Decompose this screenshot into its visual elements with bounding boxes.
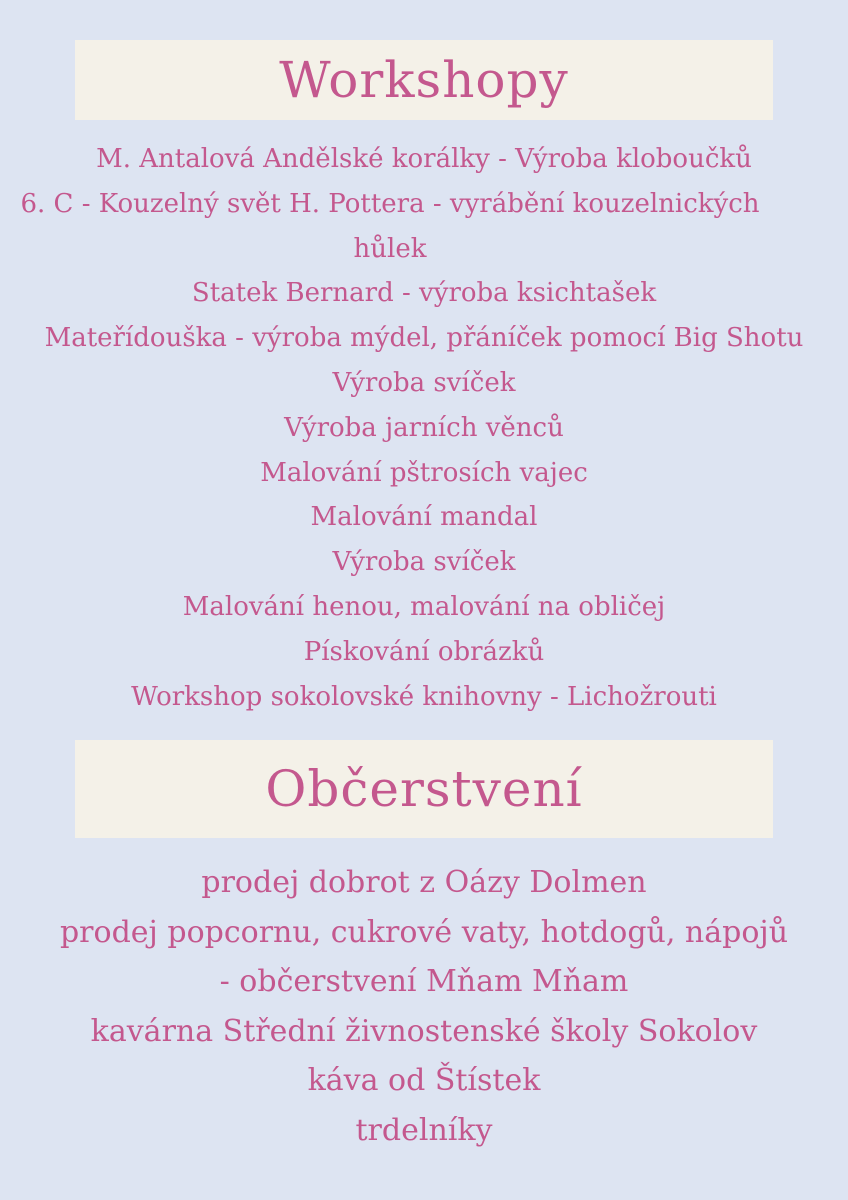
list-item: prodej popcornu, cukrové vaty, hotdogů, nápojů [59, 914, 789, 950]
workshop-list [0, 137, 848, 719]
list-item: - občerstvení Mňam Mňam [219, 964, 629, 999]
list-item: trdelníky [355, 1112, 493, 1148]
list-item: Výroba svíček [332, 547, 516, 578]
list-item: Workshop sokolovské knihovny - Lichožrouti [131, 681, 717, 712]
workshops-title: Workshopy [279, 51, 569, 109]
list-item: káva od Štístek [307, 1063, 541, 1098]
list-item: kavárna Střední živnostenské školy Sokolov [90, 1013, 758, 1049]
list-item: Výroba svíček [332, 367, 516, 398]
list-item: prodej dobrot z Oázy Dolmen [201, 865, 647, 900]
refreshment-list [0, 858, 848, 1155]
list-item: Statek Bernard - výroba ksichtašek [191, 278, 657, 309]
list-item: Malování mandal [310, 502, 538, 533]
list-item: Výroba jarních věnců [284, 412, 564, 443]
list-item: Malování henou, malování na obličej [182, 591, 666, 622]
workshops-banner [75, 40, 773, 120]
list-item: Pískování obrázků [303, 636, 545, 667]
refreshments-banner [75, 740, 773, 838]
list-item: Malování pštrosích vajec [260, 457, 588, 488]
refreshments-title: Občerstvení [265, 760, 583, 818]
list-item: Mateřídouška - výroba mýdel, přáníček pomocí Big Shotu [44, 323, 804, 354]
list-item: M. Antalová Andělské korálky - Výroba kloboučků [96, 144, 752, 174]
list-item: 6. C - Kouzelný svět H. Pottera - vyrábění kouzelnických hůlek [20, 188, 760, 264]
